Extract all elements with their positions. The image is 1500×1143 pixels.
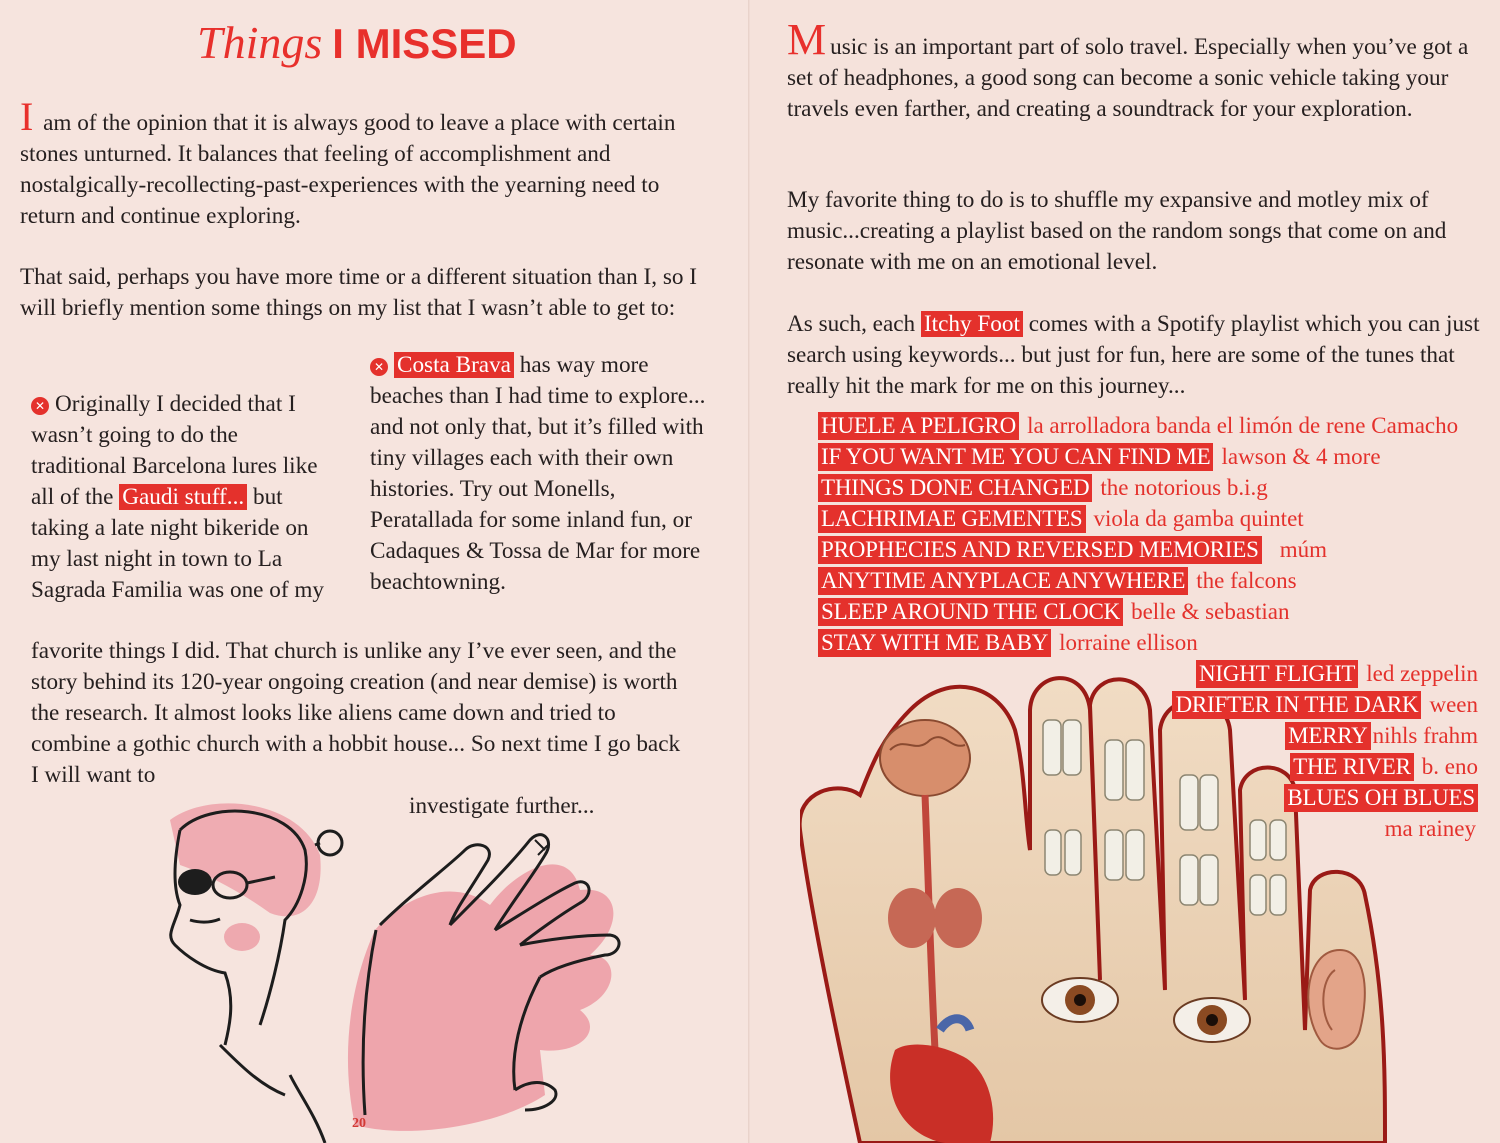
- song-list: [750, 0, 1500, 1143]
- title-italic: Things: [197, 17, 323, 68]
- gaudi-item: [31, 389, 331, 606]
- gaudi-highlight: Gaudi stuff...: [119, 484, 247, 510]
- song-item: [1290, 753, 1478, 781]
- gaudi-text-before: Originally I decided that I wasn’t going to do the traditional Barcelona lures like all of the: [31, 391, 318, 510]
- song-title: MERRY: [1285, 722, 1371, 750]
- song-item: [818, 474, 1268, 502]
- right-page: [750, 0, 1500, 1143]
- song-title: THE RIVER: [1290, 753, 1414, 781]
- song-artist: múm: [1279, 537, 1327, 562]
- song-artist: nihls frahm: [1372, 723, 1478, 748]
- song-title: DRIFTER IN THE DARK: [1172, 691, 1421, 719]
- title-bold: I MISSED: [332, 20, 517, 67]
- song-artist: led zeppelin: [1366, 661, 1478, 686]
- song-title: IF YOU WANT ME YOU CAN FIND ME: [818, 443, 1213, 471]
- playlist-text-after: comes with a Spotify playlist which you can just search using keywords... but just for fun, here are some of the tunes that really hit the mark for me on this journey...: [787, 311, 1480, 399]
- costa-brava-item: [370, 350, 720, 598]
- song-title: PROPHECIES AND REVERSED MEMORIES: [818, 536, 1262, 564]
- sketch-illustration: [150, 795, 650, 1143]
- song-title: STAY WITH ME BABY: [818, 629, 1051, 657]
- song-title: THINGS DONE CHANGED: [818, 474, 1092, 502]
- song-item: [1285, 722, 1478, 750]
- song-artist: lorraine ellison: [1059, 630, 1198, 655]
- song-item: [1196, 660, 1478, 688]
- costa-brava-highlight: Costa Brava: [394, 352, 514, 378]
- song-artist: ma rainey: [1384, 816, 1476, 841]
- song-item: [1284, 784, 1478, 812]
- song-item: [818, 412, 1458, 440]
- playlist-text-before: As such, each: [787, 311, 916, 337]
- itchy-foot-highlight: Itchy Foot: [921, 311, 1023, 337]
- song-item: [818, 536, 1327, 564]
- gaudi-item-end: investigate further...: [409, 793, 595, 819]
- song-item: [818, 567, 1297, 595]
- gaudi-text-after: but taking a late night bikeride on my last night in town to La Sagrada Familia was one of my: [31, 484, 324, 603]
- bullet-icon: ✕: [370, 358, 388, 376]
- gaudi-item-continued: favorite things I did. That church is unlike any I’ve ever seen, and the story behind its 120-year ongoing creation (and near demise) is worth the research. It almost looks like aliens came down and tried to combine a gothic church with a hobbit house... So next time I go back I will want to: [31, 638, 681, 788]
- song-title: ANYTIME ANYPLACE ANYWHERE: [818, 567, 1188, 595]
- song-title: LACHRIMAE GEMENTES: [818, 505, 1086, 533]
- song-item: [818, 443, 1381, 471]
- song-artist: viola da gamba quintet: [1093, 506, 1304, 531]
- song-artist: b. eno: [1421, 754, 1478, 779]
- list-intro-paragraph: That said, perhaps you have more time or a different situation than I, so I will briefly mention some things on my list that I wasn’t able to get to:: [20, 264, 697, 321]
- intro-paragraph: [20, 94, 720, 232]
- drop-cap: I: [20, 94, 34, 139]
- page-number: 20: [352, 1116, 366, 1131]
- song-title: BLUES OH BLUES: [1284, 784, 1478, 812]
- intro-text: am of the opinion that it is always good to leave a place with certain stones unturned. It balances that feeling of accomplishment and nostalgically-recollecting-past-experiences with the yearning need to return and continue exploring.: [20, 110, 676, 229]
- song-title: HUELE A PELIGRO: [818, 412, 1019, 440]
- song-artist: belle & sebastian: [1131, 599, 1290, 624]
- song-artist: la arrolladora banda el limón de rene Camacho: [1027, 413, 1459, 438]
- song-artist: the notorious b.i.g: [1100, 475, 1268, 500]
- song-item: [1172, 691, 1478, 719]
- song-title: NIGHT FLIGHT: [1196, 660, 1358, 688]
- song-artist: ween: [1429, 692, 1478, 717]
- song-artist: the falcons: [1196, 568, 1297, 593]
- song-title: SLEEP AROUND THE CLOCK: [818, 598, 1123, 626]
- song-artist: lawson & 4 more: [1221, 444, 1381, 469]
- shuffle-paragraph: My favorite thing to do is to shuffle my expansive and motley mix of music...creating a playlist based on the random songs that come on and resonate with me on an emotional level.: [787, 187, 1447, 275]
- drop-cap: M: [787, 15, 827, 64]
- song-item: [818, 598, 1290, 626]
- costa-brava-text: has way more beaches than I had time to explore... and not only that, but it’s filled with tiny villages each with their own histories. Try out Monells, Peratallada for some inland fun, or Cadaques & Tossa de Mar for more beachtowning.: [370, 352, 706, 595]
- song-item: [818, 505, 1304, 533]
- song-item: [818, 629, 1198, 657]
- bullet-icon: ✕: [31, 397, 49, 415]
- page-title: [197, 16, 517, 69]
- music-text: usic is an important part of solo travel. Especially when you’ve got a set of headphones, a good song can become a sonic vehicle taking your travels even farther, and creating a soundtrack for your exploration.: [787, 34, 1469, 122]
